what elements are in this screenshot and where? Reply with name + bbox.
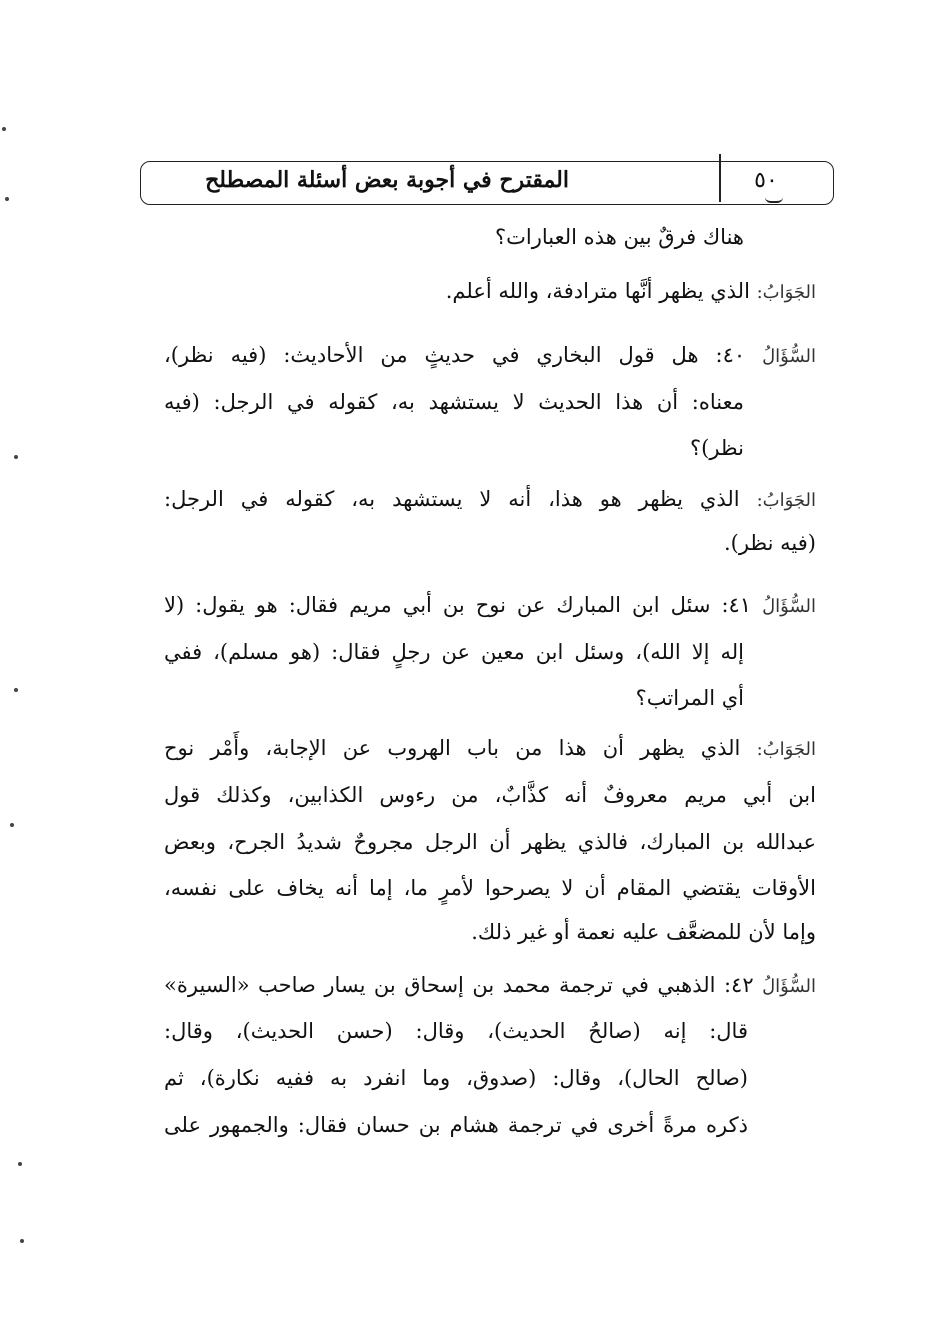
running-header bbox=[140, 161, 834, 205]
scan-speck bbox=[18, 1162, 22, 1166]
question-label: السُّؤَالُ bbox=[762, 346, 816, 367]
answer-line: الجَوَابُ: الذي يظهر أن هذا من باب الهروب عن الإجابة، وأَمْر نوح bbox=[164, 736, 816, 760]
question-line: السُّؤَالُ ٤١: سئل ابن المبارك عن نوح بن أبي مريم فقال: هو يقول: (لا bbox=[164, 593, 816, 617]
scan-speck bbox=[14, 688, 18, 692]
body-line: أي المراتب؟ bbox=[635, 686, 744, 710]
answer-line: الجَوَابُ: الذي يظهر أنَّها مترادفة، والله أعلم. bbox=[445, 279, 816, 303]
body-line: معناه: أن هذا الحديث لا يستشهد به، كقوله في الرجل: (فيه bbox=[164, 390, 744, 414]
question-line: السُّؤَالُ ٤٠: هل قول البخاري في حديثٍ من الأحاديث: (فيه نظر)، bbox=[164, 343, 816, 367]
answer-label: الجَوَابُ: bbox=[756, 282, 816, 303]
scan-speck bbox=[20, 1239, 24, 1243]
body-line: وإما لأن للمضعَّف عليه نعمة أو غير ذلك. bbox=[471, 920, 816, 944]
body-line: (صالح الحال)، وقال: (صدوق، وما انفرد به ففيه نكارة)، ثم bbox=[164, 1066, 748, 1090]
scan-speck bbox=[10, 823, 14, 827]
body-line: ابن أبي مريم معروفٌ أنه كذَّابٌ، من رءوس الكذابين، وكذلك قول bbox=[164, 783, 816, 807]
page-number-ornament bbox=[765, 195, 783, 203]
body-line: (فيه نظر). bbox=[723, 531, 816, 555]
answer-label: الجَوَابُ: bbox=[756, 739, 816, 760]
body-line: نظر)؟ bbox=[690, 436, 744, 460]
body-line: عبدالله بن المبارك، فالذي يظهر أن الرجل مجروحٌ شديدُ الجرح، وبعض bbox=[164, 830, 816, 854]
scan-speck bbox=[14, 455, 18, 459]
book-title: المقترح في أجوبة بعض أسئلة المصطلح bbox=[205, 167, 569, 193]
question-line: السُّؤَالُ ٤٢: الذهبي في ترجمة محمد بن إسحاق بن يسار صاحب «السيرة» bbox=[164, 973, 816, 997]
body-line: إله إلا الله)، وسئل ابن معين عن رجلٍ فقال: (هو مسلم)، ففي bbox=[164, 640, 744, 664]
body-line: هناك فرقٌ بين هذه العبارات؟ bbox=[495, 225, 744, 249]
question-label: السُّؤَالُ bbox=[762, 976, 816, 997]
question-label: السُّؤَالُ bbox=[762, 596, 816, 617]
header-divider bbox=[719, 154, 721, 202]
body-line: قال: إنه (صالحُ الحديث)، وقال: (حسن الحديث)، وقال: bbox=[164, 1019, 748, 1043]
answer-label: الجَوَابُ: bbox=[756, 490, 816, 511]
answer-line: الجَوَابُ: الذي يظهر هو هذا، أنه لا يستشهد به، كقوله في الرجل: bbox=[164, 487, 816, 511]
scan-speck bbox=[2, 127, 6, 131]
body-line: ذكره مرةً أخرى في ترجمة هشام بن حسان فقال: والجمهور على bbox=[164, 1113, 748, 1137]
page-number: ٥٠ bbox=[754, 168, 778, 193]
body-line: الأوقات يقتضي المقام أن لا يصرحوا لأمرٍ ما، إما أنه يخاف على نفسه، bbox=[164, 876, 816, 900]
scan-speck bbox=[5, 197, 9, 201]
